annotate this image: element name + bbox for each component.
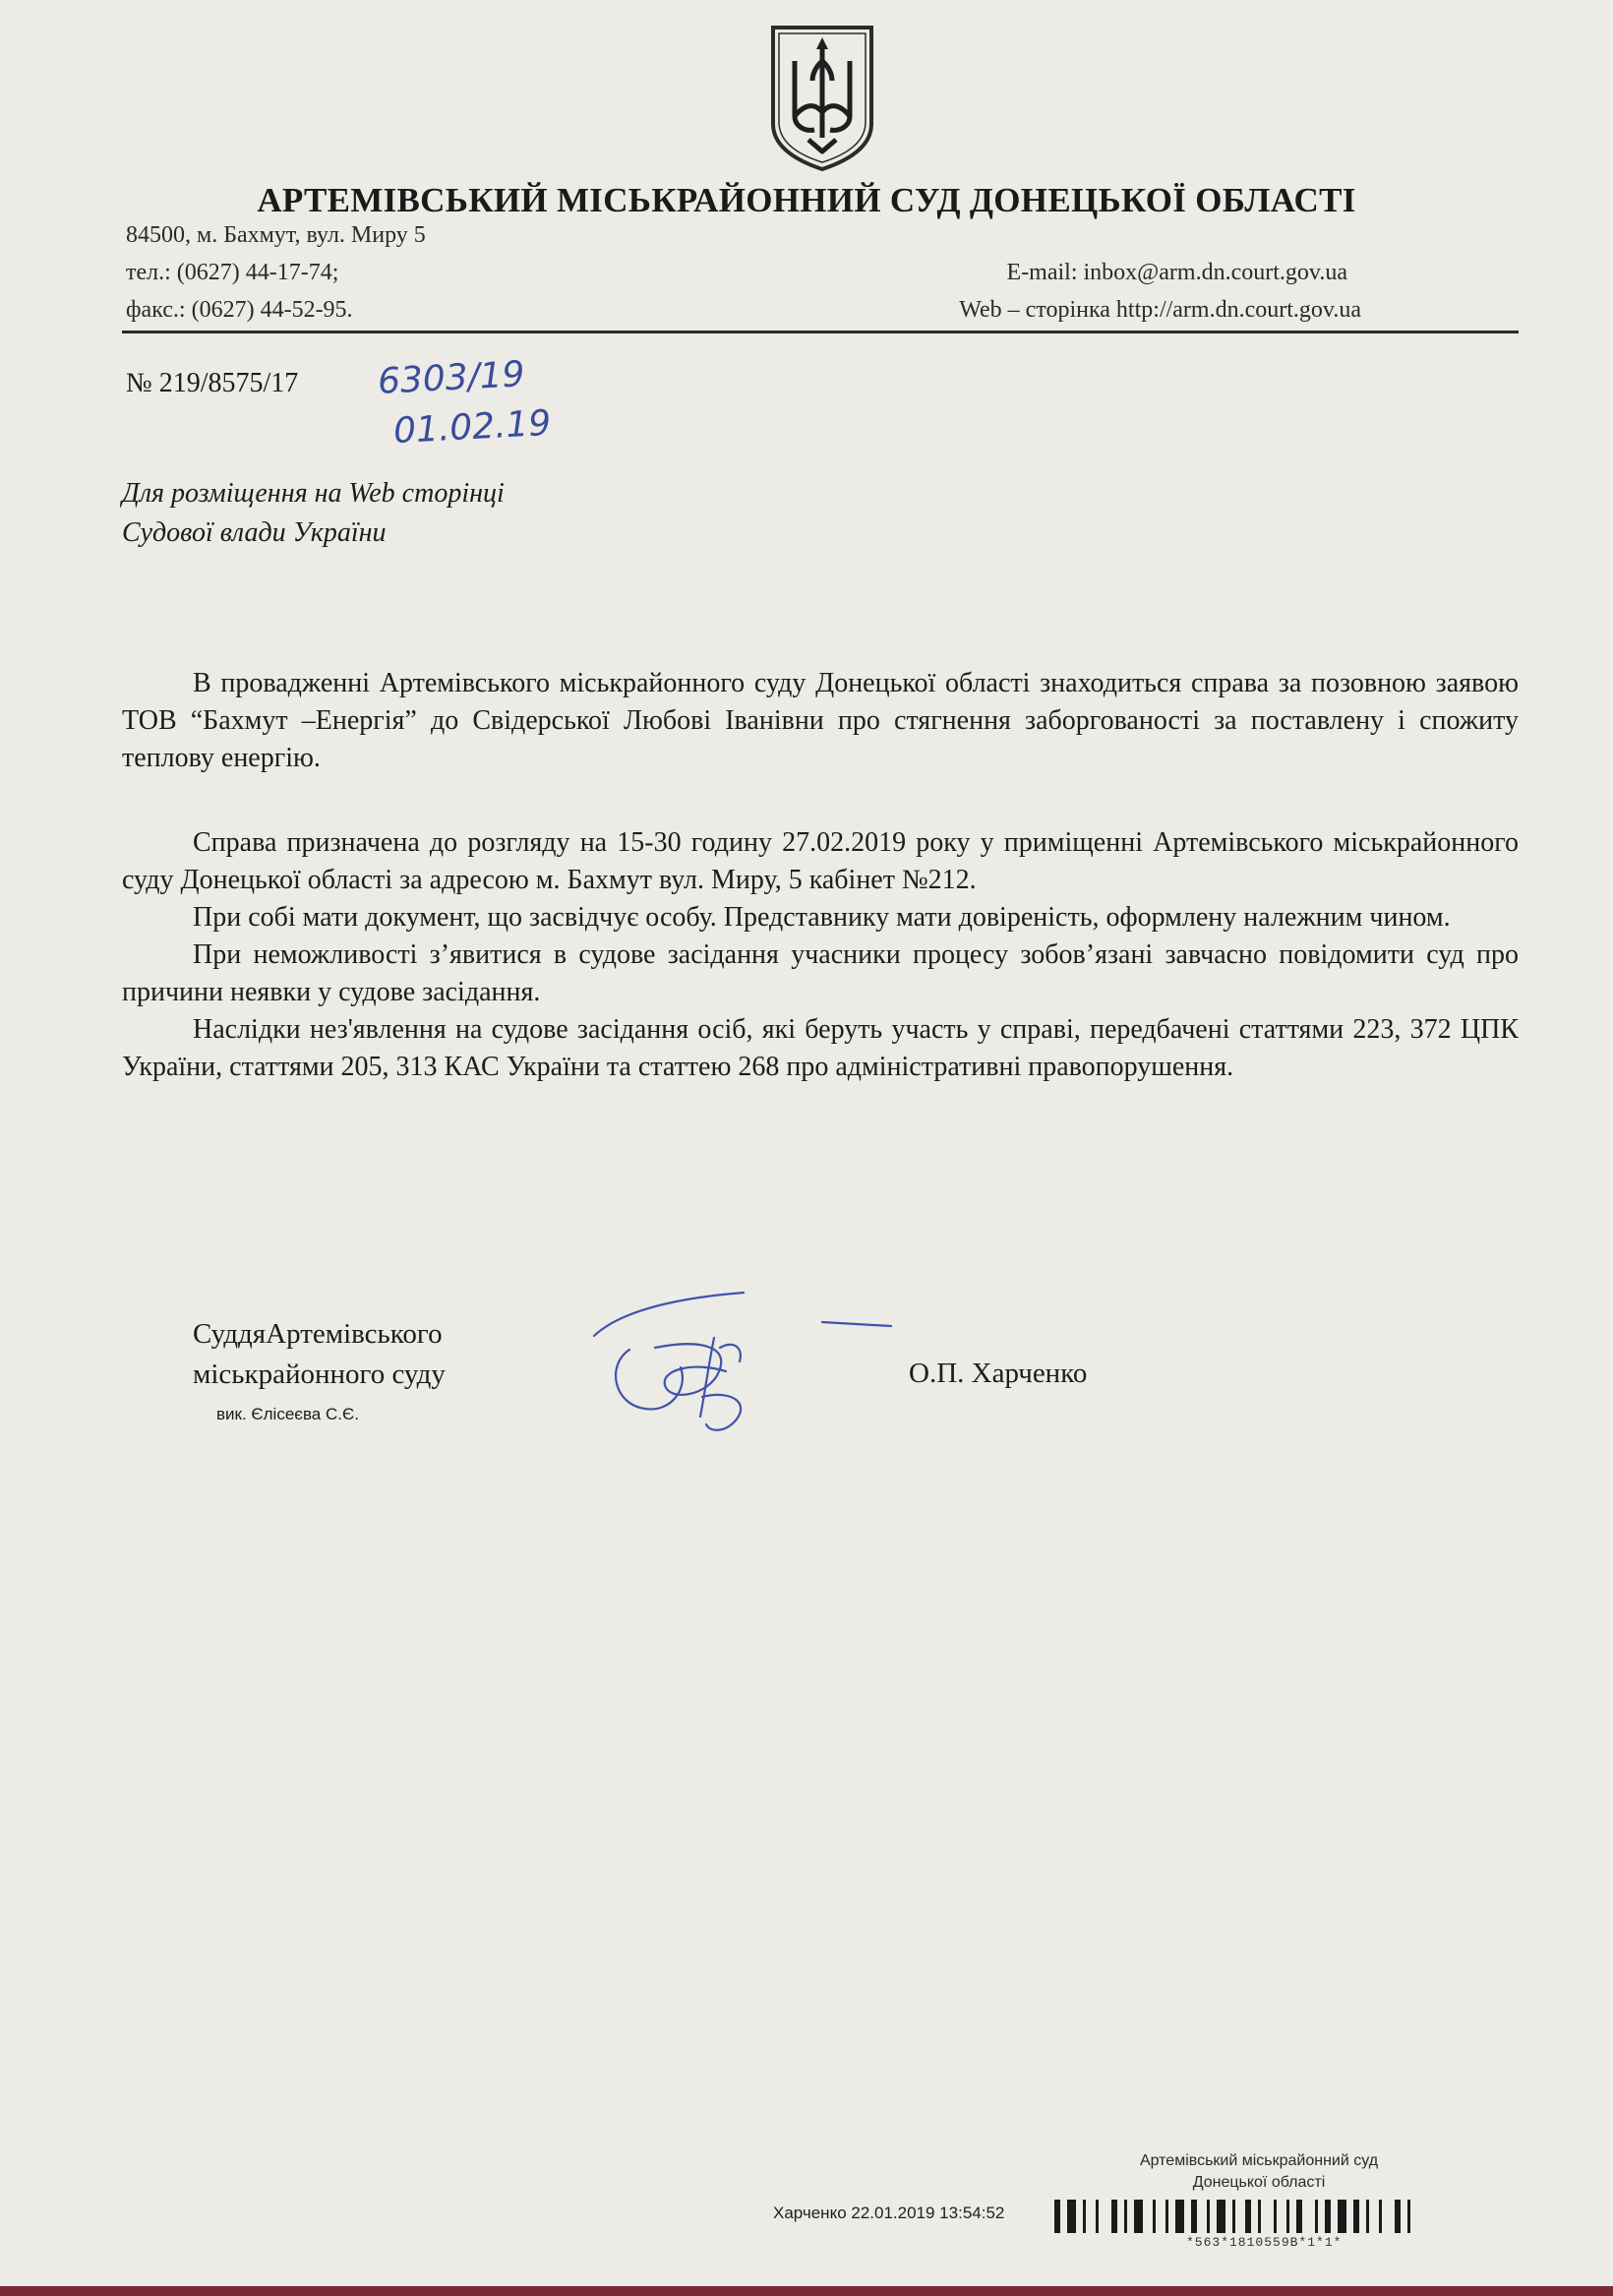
judge-title-block <box>193 1314 446 1395</box>
paragraph-4-text: При неможливості з’явитися в судове засідання учасники процесу зобов’язані завчасно повідомити суд про причини неявки у судове засідання. <box>122 939 1519 1007</box>
court-website: Web – сторінка http://arm.dn.court.gov.ua <box>959 297 1361 323</box>
judge-title-line-1: СуддяАртемівського <box>193 1318 443 1350</box>
court-fax: факс.: (0627) 44-52-95. <box>126 297 353 323</box>
barcode-bar <box>1325 2200 1331 2233</box>
header-divider <box>122 331 1519 333</box>
barcode-bar <box>1217 2200 1225 2233</box>
barcode-bar <box>1175 2200 1184 2233</box>
handwritten-signature-icon <box>586 1279 901 1446</box>
barcode-bar <box>1353 2200 1359 2233</box>
barcode-bar <box>1153 2200 1156 2233</box>
case-number: № 219/8575/17 <box>126 368 299 398</box>
barcode-bar <box>1315 2200 1318 2233</box>
barcode-bar <box>1134 2200 1143 2233</box>
paragraph-3-text: При собі мати документ, що засвідчує особу. Представнику мати довіреність, оформлену належним чином. <box>193 902 1451 933</box>
court-name-title: АРТЕМІВСЬКИЙ МІСЬКРАЙОННИЙ СУД ДОНЕЦЬКОЇ ОБЛАСТІ <box>257 181 1356 219</box>
barcode-bar <box>1245 2200 1251 2233</box>
barcode-text: *563*1810559В*1*1* <box>1186 2235 1343 2250</box>
recipient-line-2: Судової влади України <box>122 517 387 548</box>
barcode-icon <box>1054 2200 1517 2233</box>
judge-name: О.П. Харченко <box>909 1358 1088 1389</box>
barcode-bar <box>1124 2200 1127 2233</box>
barcode-bar <box>1054 2200 1060 2233</box>
barcode-bar <box>1286 2200 1289 2233</box>
barcode-bar <box>1338 2200 1346 2233</box>
handwritten-registration-date: 01.02.19 <box>392 402 553 453</box>
barcode-bar <box>1207 2200 1210 2233</box>
barcode-bar <box>1232 2200 1235 2233</box>
barcode-bar <box>1111 2200 1117 2233</box>
executor-note: вик. Єлісеєва С.Є. <box>216 1405 359 1423</box>
court-phone: тел.: (0627) 44-17-74; <box>126 260 339 285</box>
recipient-block <box>122 474 505 553</box>
court-address: 84500, м. Бахмут, вул. Миру 5 <box>126 222 426 248</box>
recipient-line-1: Для розміщення на Web сторінці <box>122 478 505 509</box>
paragraph-1-text: В провадженні Артемівського міськрайонного суду Донецької області знаходиться справа за позовною заявою ТОВ “Бахмут –Енергія” до Свідерської Любові Іванівни про стягнення заборгованості за поставлену і спожиту теплову енергію. <box>122 668 1519 773</box>
paragraph-2-text: Справа призначена до розгляду на 15-30 годину 27.02.2019 року у приміщенні Артемівського міськрайонного суду Донецької області за адресою м. Бахмут вул. Миру, 5 кабінет №212. <box>122 827 1519 895</box>
stamp-court-line-1: Артемівський міськрайонний суд <box>1139 2152 1379 2169</box>
barcode-bar <box>1067 2200 1076 2233</box>
body-paragraph-1 <box>122 665 1519 777</box>
barcode-bar <box>1296 2200 1302 2233</box>
judge-title-line-2: міськрайонного суду <box>193 1359 446 1390</box>
trident-emblem-icon <box>765 22 879 171</box>
barcode-bar <box>1096 2200 1099 2233</box>
body-paragraphs <box>122 824 1519 1086</box>
barcode-bar <box>1191 2200 1197 2233</box>
barcode-bar <box>1274 2200 1277 2233</box>
handwritten-registration-number: 6303/19 <box>377 354 526 402</box>
page-bottom-edge <box>0 2286 1613 2296</box>
barcode-bar <box>1258 2200 1261 2233</box>
barcode-bar <box>1407 2200 1410 2233</box>
barcode-bar <box>1379 2200 1382 2233</box>
barcode-bar <box>1366 2200 1369 2233</box>
barcode-bar <box>1165 2200 1168 2233</box>
barcode-bar <box>1083 2200 1086 2233</box>
registration-stamp: Харченко 22.01.2019 13:54:52 <box>773 2204 1005 2222</box>
court-email: E-mail: inbox@arm.dn.court.gov.ua <box>1006 260 1347 285</box>
stamp-court-line-2: Донецької області <box>1192 2174 1326 2191</box>
barcode-bar <box>1395 2200 1401 2233</box>
paragraph-5-text: Наслідки нез'явлення на судове засідання осіб, які беруть участь у справі, передбачені статтями 223, 372 ЦПК України, статтями 205, 313 КАС України та статтею 268 про адміністративні правопорушення. <box>122 1014 1519 1082</box>
registration-stamp-court <box>984 2150 1534 2194</box>
